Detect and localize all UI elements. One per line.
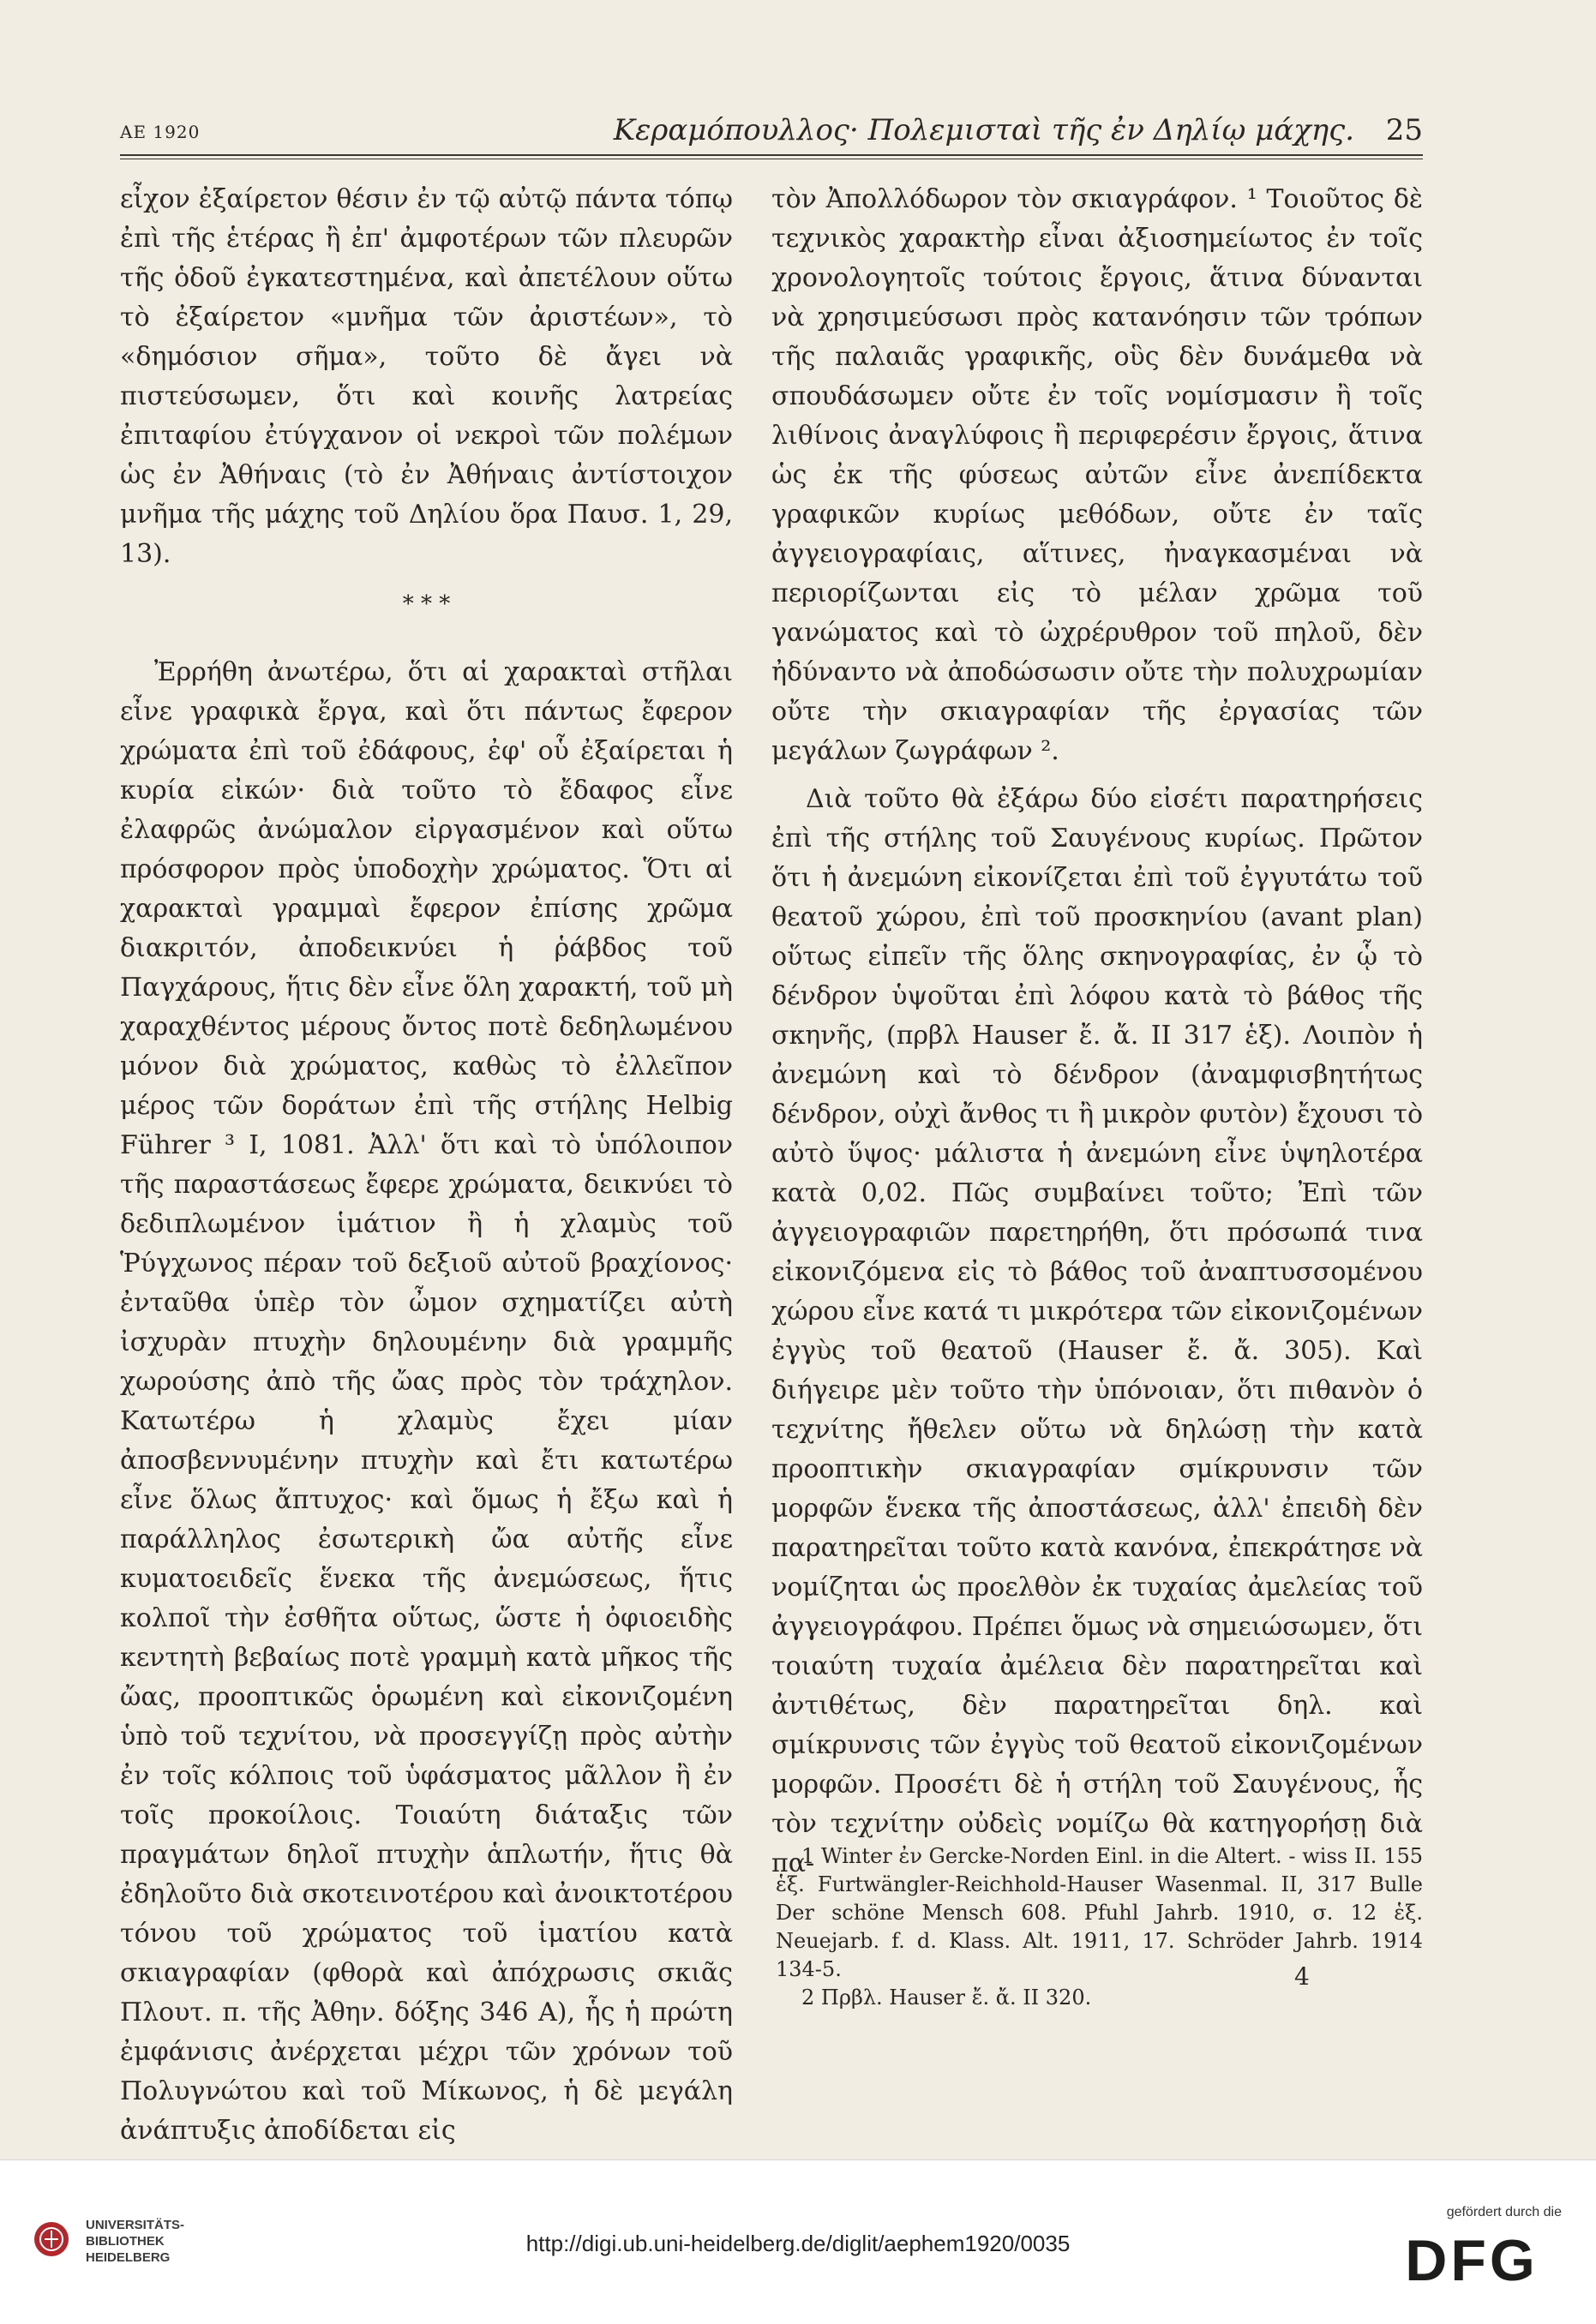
journal-label: ΑΕ 1920 [120,122,201,142]
article-title: Κεραμόπουλλος· Πολεμισταὶ τῆς ἐν Δηλίῳ μάχης. [613,113,1354,147]
section-divider-stars: * * * [402,591,451,617]
left-column [120,180,733,2151]
library-name-line-2: BIBLIOTHEK [86,2234,165,2249]
dfg-logo-icon [1382,2227,1562,2287]
digitization-footer [0,2159,1596,2324]
running-header [120,101,1423,153]
footnotes [776,1842,1423,2012]
left-paragraph-2: Ἐρρήθη ἀνωτέρω, ὅτι αἱ χαρακταὶ στῆλαι εἶνε γραφικὰ ἔργα, καὶ ὅτι πάντως ἔφερον χρώματα ἐπὶ τοῦ ἐδάφους, ἐφ' οὗ ἐξαίρεται ἡ κυρία εἰκών· διὰ τοῦτο τὸ ἔδαφος εἶνε ἐλαφρῶς ἀνώμαλον εἰργασμένον καὶ οὕτω πρόσφορον πρὸς ὑποδοχὴν χρώματος. Ὅτι αἱ χαρακταὶ γραμμαὶ ἔφερον ἐπίσης χρῶμα διακριτόν, ἀποδεικνύει ἡ ῥάβδος τοῦ Παγχάρους, ἥτις δὲν εἶνε ὅλη χαρακτή, τοῦ μὴ χαραχθέντος μέρους ὄντος ποτὲ δεδηλωμένου μόνον διὰ χρώματος, καθὼς τὸ ἐλλεῖπον μέρος τῶν δοράτων ἐπὶ τῆς στήλης Helbig Führer ³ I, 1081. Ἀλλ' ὅτι καὶ τὸ ὑπόλοιπον τῆς παραστάσεως ἔφερε χρώματα, δεικνύει τὸ δεδιπλωμένον ἱμάτιον ἢ ἡ χλαμὺς τοῦ Ῥύγχωνος πέραν τοῦ δεξιοῦ αὐτοῦ βραχίονος· ἐνταῦθα ὑπὲρ τὸν ὦμον σχηματίζει αὐτὴ ἰσχυρὰν πτυχὴν δηλουμένην διὰ γραμμῆς χωρούσης ἀπὸ τῆς ὤας πρὸς τὸν τράχηλον. Κατωτέρω ἡ χλαμὺς ἔχει μίαν ἀποσβεννυμένην πτυχὴν καὶ ἔτι κατωτέρω εἶνε ὅλως ἄπτυχος· καὶ ὅμως ἡ ἔξω καὶ ἡ παράλληλος ἐσωτερικὴ ὤα αὐτῆς εἶνε κυματοειδεῖς ἕνεκα τῆς ἀνεμώσεως, ἥτις κολποῖ τὴν ἐσθῆτα οὕτως, ὥστε ἡ ὀφιοειδὴς κεντητὴ βεβαίως ποτὲ γραμμὴ κατὰ μῆκος τῆς ὤας, προοπτικῶς ὁρωμένη καὶ εἰκονιζομένη ὑπὸ τοῦ τεχνίτου, νὰ προσεγγίζῃ πρὸς αὐτὴν ἐν τοῖς κόλποις τοῦ ὑφάσματος μᾶλλον ἢ ἐν τοῖς προκοίλοις. Τοιαύτη διάταξις τῶν πραγμάτων δηλοῖ πτυχὴν ἁπλωτήν, ἥτις θὰ ἐδηλοῦτο διὰ σκοτεινοτέρου καὶ ἀνοικτοτέρου τόνου τοῦ χρώματος τοῦ ἱματίου κατὰ σκιαγραφίαν (φθορὰ καὶ ἀπόχρωσις σκιᾶς Πλουτ. π. τῆς Ἀθην. δόξης 346 A), ἧς ἡ πρώτη ἐμφάνισις ἀνέρχεται μέχρι τῶν χρόνων τοῦ Πολυγνώτου καὶ τοῦ Μίκωνος, ἡ δὲ μεγάλη ἀνάπτυξις ἀποδίδεται εἰς [120,657,733,2146]
header-rule [120,154,1423,156]
library-name-line-3: HEIDELBERG [86,2250,171,2265]
right-column [771,180,1423,1884]
footnote-1: 1 Winter ἐν Gercke-Norden Einl. in die Altert. - wiss II. 155 ἑξ. Furtwängler-Reichhold-Hauser Wasenmal. II, 317 Bulle Der schöne Mensch 608. Pfuhl Jahrb. 1910, σ. 12 ἑξ. Neuejarb. f. d. Klass. Alt. 1911, 17. Schröder Jahrb. 1914 134-5. [776,1844,1423,1981]
dfg-logo-text: DFG [1405,2228,1539,2287]
library-name-line-1: UNIVERSITÄTS- [86,2218,185,2232]
left-paragraph-1: εἶχον ἐξαίρετον θέσιν ἐν τῷ αὐτῷ πάντα τόπῳ ἐπὶ τῆς ἑτέρας ἢ ἐπ' ἀμφοτέρων τῶν πλευρῶν τῆς ὁδοῦ ἐγκατεστημένα, καὶ ἀπετέλουν οὕτω τὸ ἐξαίρετον «μνῆμα τῶν ἀριστέων», τὸ «δημόσιον σῆμα», τοῦτο δὲ ἄγει νὰ πιστεύσωμεν, ὅτι καὶ κοινῆς λατρείας ἐπιταφίου ἐτύγχανον οἱ νεκροὶ τῶν πολέμων ὡς ἐν Ἀθήναις (τὸ ἐν Ἀθήναις ἀντίστοιχον μνῆμα τῆς μάχης τοῦ Δηλίου ὅρα Παυσ. 1, 29, 13). [120,184,733,569]
page-number: 25 [1385,113,1423,147]
right-paragraph-1: τὸν Ἀπολλόδωρον τὸν σκιαγράφον. ¹ Τοιοῦτος δὲ τεχνικὸς χαρακτὴρ εἶναι ἀξιοσημείωτος ἐν τοῖς χρονολογητοῖς τούτοις ἔργοις, ἅτινα δύνανται νὰ χρησιμεύσωσι πρὸς κατανόησιν τῶν τρόπων τῆς παλαιᾶς γραφικῆς, οὓς δὲν δυνάμεθα νὰ σπουδάσωμεν οὔτε ἐν τοῖς νομίσμασιν ἢ τοῖς λιθίνοις ἀναγλύφοις ἢ περιφερέσιν ἔργοις, ἅτινα ὡς ἐκ τῆς φύσεως αὐτῶν εἶνε ἀνεπίδεκτα γραφικῶν κυρίως μεθόδων, οὔτε ἐν ταῖς ἀγγειογραφίαις, αἵτινες, ἠναγκασμέναι νὰ περιορίζωνται εἰς τὸ μέλαν χρῶμα τοῦ γανώματος καὶ τὸ ὠχρέρυθρον τοῦ πηλοῦ, δὲν ἠδύναντο νὰ ἀποδώσωσιν οὔτε τὴν πολυχρωμίαν οὔτε τὴν σκιαγραφίαν τῆς ἐργασίας τῶν μεγάλων ζωγράφων ². [771,184,1423,766]
funded-by-label: gefördert durch die [1446,2205,1562,2219]
right-paragraph-2: Διὰ τοῦτο θὰ ἐξάρω δύο εἰσέτι παρατηρήσεις ἐπὶ τῆς στήλης τοῦ Σαυγένους κυρίως. Πρῶτον ὅτι ἡ ἀνεμώνη εἰκονίζεται ἐπὶ τοῦ ἐγγυτάτω τοῦ θεατοῦ χώρου, ἐπὶ τοῦ προσκηνίου (avant plan) οὕτως εἰπεῖν τῆς ὅλης σκηνογραφίας, ἐν ᾧ τὸ δένδρον ὑψοῦται ἐπὶ λόφου κατὰ τὸ βάθος τῆς σκηνῆς, (πρβλ Hauser ἔ. ἄ. II 317 ἑξ). Λοιπὸν ἡ ἀνεμώνη καὶ τὸ δένδρον (ἀναμφισβητήτως δένδρον, οὐχὶ ἄνθος τι ἢ μικρὸν φυτὸν) ἔχουσι τὸ αὐτὸ ὕψος· μάλιστα ἡ ἀνεμώνη εἶνε ὑψηλοτέρα κατὰ 0,02. Πῶς συμβαίνει τοῦτο; Ἐπὶ τῶν ἀγγειογραφιῶν παρετηρήθη, ὅτι πρόσωπά τινα εἰκονιζόμενα εἰς τὸ βάθος τοῦ ἀναπτυσσομένου χώρου εἶνε κατά τι μικρότερα τῶν εἰκονιζομένων ἐγγὺς τοῦ θεατοῦ (Hauser ἔ. ἄ. 305). Καὶ διήγειρε μὲν τοῦτο τὴν ὑπόνοιαν, ὅτι πιθανὸν ὁ τεχνίτης ἤθελεν οὕτω νὰ δηλώσῃ τὴν κατὰ προοπτικὴν σκιαγραφίαν σμίκρυνσιν τῶν μορφῶν ἕνεκα τῆς ἀποστάσεως, ἀλλ' ἐπειδὴ δὲν παρατηρεῖται τοῦτο κατὰ κανόνα, ἐπεκράτησε νὰ νομίζηται ὡς προελθὸν ἐκ τυχαίας ἀμελείας τοῦ ἀγγειογράφου. Πρέπει ὅμως νὰ σημειώσωμεν, ὅτι τοιαύτη τυχαία ἀμέλεια δὲν παρατηρεῖται καὶ ἀντιθέτως, δὲν παρατηρεῖται δηλ. καὶ σμίκρυνσις τῶν ἐγγὺς τοῦ θεατοῦ εἰκονιζομένων μορφῶν. Προσέτι δὲ ἡ στήλη τοῦ Σαυγένους, ἧς τὸν τεχνίτην οὐδεὶς νομίζω θὰ κατηγορήσῃ διὰ πα- [771,784,1423,1878]
signature-mark: 4 [1294,1962,1310,1991]
source-url[interactable]: http://digi.ub.uni-heidelberg.de/diglit/aephem1920/0035 [525,2231,1071,2256]
footnote-2: 2 Πρβλ. Hauser ἔ. ἄ. II 320. [801,1986,1092,2010]
